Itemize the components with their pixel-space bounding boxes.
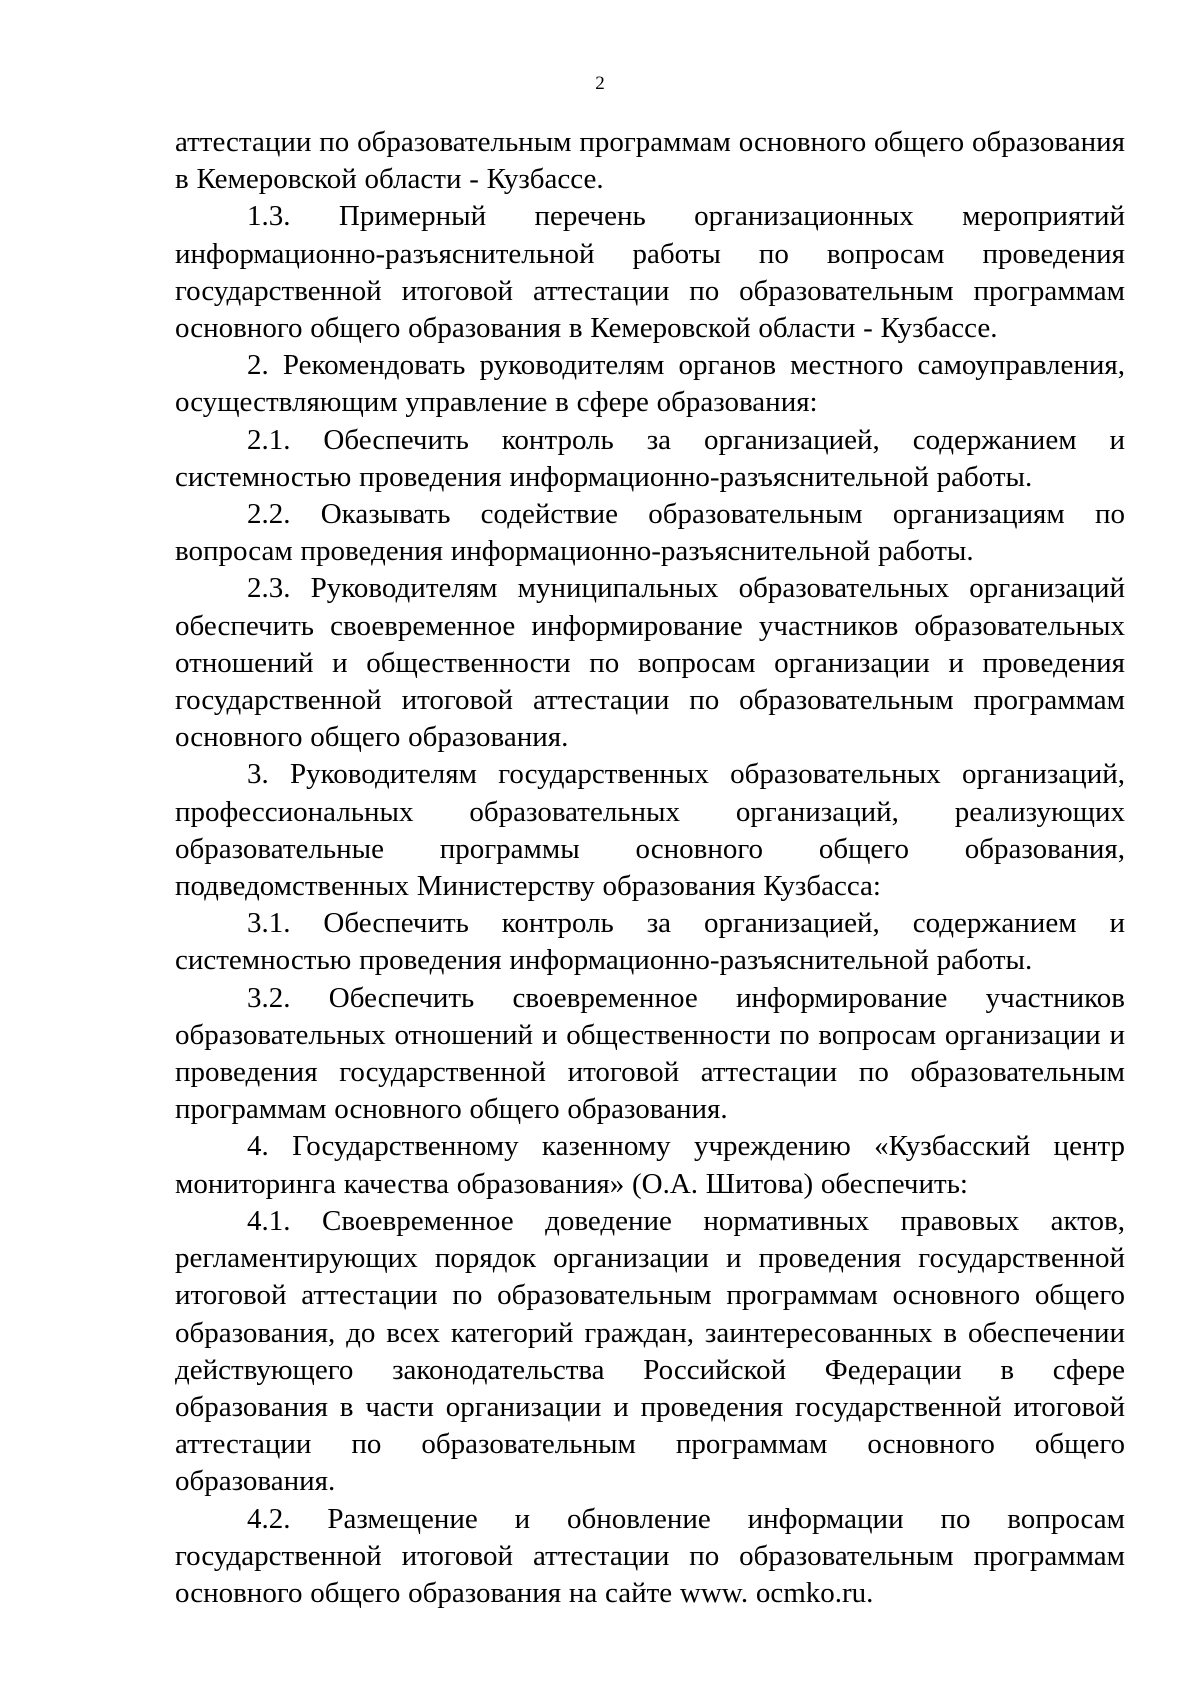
paragraph: 4.2. Размещение и обновление информации по вопросам государственной итоговой аттестации по образовательным программам основного общего образования на сайте www. ocmko.ru. <box>175 1502 1125 1609</box>
paragraph: 2.3. Руководителям муниципальных образовательных организаций обеспечить своевременное информирование участников образовательных отношений и общественности по вопросам организации и проведения государственной итоговой аттестации по образовательным программам основного общего образования. <box>175 572 1125 754</box>
paragraph: 2.2. Оказывать содействие образовательным организациям по вопросам проведения информационно-разъяснительной работы. <box>175 498 1125 568</box>
paragraph: 2. Рекомендовать руководителям органов местного самоуправления, осуществляющим управление в сфере образования: <box>175 349 1125 419</box>
paragraph: 3. Руководителям государственных образовательных организаций, профессиональных образовательных организаций, реализующих образовательные программы основного общего образования, подведомственных Министерству образования Кузбасса: <box>175 758 1125 903</box>
paragraph: 3.2. Обеспечить своевременное информирование участников образовательных отношений и общественности по вопросам организации и проведения государственной итоговой аттестации по образовательным программам основного общего образования. <box>175 981 1125 1126</box>
page-number: 2 <box>595 73 605 94</box>
paragraph: 4. Государственному казенному учреждению «Кузбасский центр мониторинга качества образования» (О.А. Шитова) обеспечить: <box>175 1130 1125 1200</box>
paragraph: 3.1. Обеспечить контроль за организацией, содержанием и системностью проведения информационно-разъяснительной работы. <box>175 907 1125 977</box>
paragraph: аттестации по образовательным программам основного общего образования в Кемеровской области - Кузбассе. <box>175 126 1125 196</box>
paragraph: 1.3. Примерный перечень организационных мероприятий информационно-разъяснительной работы по вопросам проведения государственной итоговой аттестации по образовательным программам основного общего образования в Кемеровской области - Кузбассе. <box>175 200 1125 345</box>
paragraph: 2.1. Обеспечить контроль за организацией, содержанием и системностью проведения информационно-разъяснительной работы. <box>175 423 1125 493</box>
paragraph: 4.1. Своевременное доведение нормативных правовых актов, регламентирующих порядок организации и проведения государственной итоговой аттестации по образовательным программам основного общего образования, до всех категорий граждан, заинтересованных в обеспечении действующего законодательства Российской Федерации в сфере образования в части организации и проведения государственной итоговой аттестации по образовательным программам основного общего образования. <box>175 1204 1125 1498</box>
document-body <box>175 124 1125 1612</box>
